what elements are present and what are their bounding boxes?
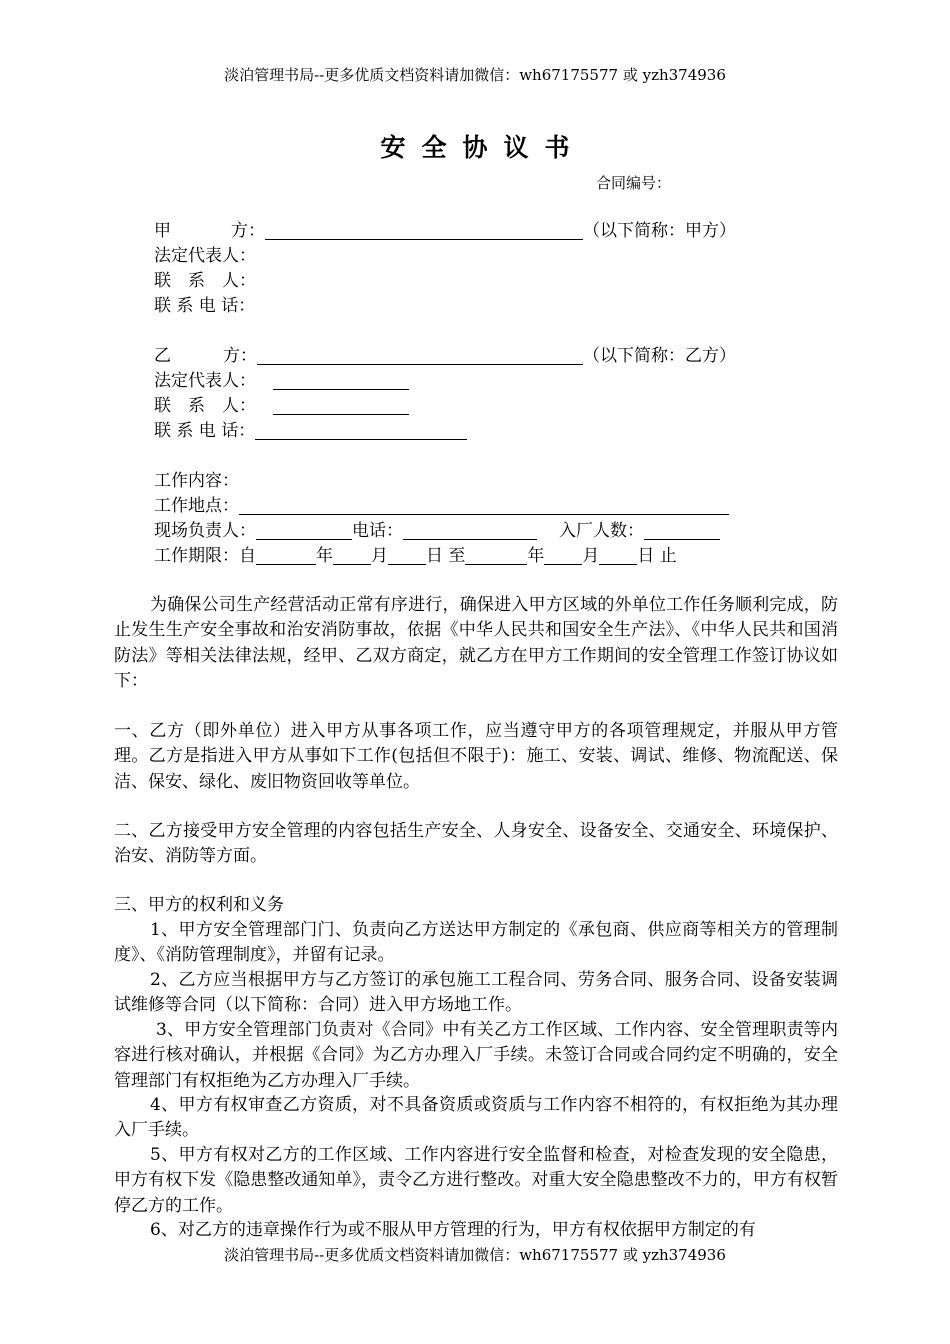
party-b-label-1: 乙 — [154, 346, 171, 366]
item-6: 6、对乙方的违章操作行为或不服从甲方管理的行为，甲方有权依据甲方制定的有 — [150, 1220, 756, 1240]
party-a-note: （以下简称：甲方） — [583, 221, 736, 241]
headcount-field[interactable] — [644, 522, 720, 540]
item-1: 1、甲方安全管理部门门、负责向乙方送达甲方制定的《承包商、供应商等相关方的管理制度》、《消防管理制度》，并留有记录。 — [114, 920, 838, 966]
end-month-field[interactable] — [544, 547, 582, 565]
party-a-phone: 联 系 电 话： — [154, 296, 256, 316]
section-1: 一、乙方（即外单位）进入甲方从事各项工作，应当遵守甲方的各项管理规定，并服从甲方管理。乙方是指进入甲方从事如下工作(包括但不限于)：施工、安装、调试、维修、物流配送、保洁、保安、绿化、废旧物资回收等单位。 — [114, 721, 838, 792]
end-day-field[interactable] — [599, 547, 637, 565]
party-b-name-field[interactable] — [257, 347, 583, 365]
item-4: 4、甲方有权审查乙方资质，对不具备资质或资质与工作内容不相符的，有权拒绝为其办理入厂手续。 — [114, 1095, 838, 1141]
party-b-line — [154, 345, 736, 367]
item-5: 5、甲方有权对乙方的工作区域、工作内容进行安全监督和检查，对检查发现的安全隐患，甲方有权下发《隐患整改通知单》，责令乙方进行整改。对重大安全隐患整改不力的，甲方有权暂停乙方的工作。 — [114, 1145, 838, 1216]
page-footer: 淡泊管理书局--更多优质文档资料请加微信：wh67175577 或 yzh374936 — [224, 1246, 726, 1264]
start-year-unit: 年 — [316, 546, 333, 566]
work-period-line — [154, 545, 677, 567]
page-header: 淡泊管理书局--更多优质文档资料请加微信：wh67175577 或 yzh374936 — [224, 66, 726, 84]
tel-label: 电话： — [352, 521, 403, 541]
site-manager-field[interactable] — [256, 522, 352, 540]
headcount-label: 入厂人数： — [559, 521, 644, 541]
party-b-note: （以下简称：乙方） — [583, 346, 736, 366]
party-b-legal-rep: 法定代表人： — [154, 371, 256, 391]
start-year-field[interactable] — [256, 547, 316, 565]
end-month-unit: 月 — [582, 546, 600, 566]
tel-field[interactable] — [403, 522, 537, 540]
document-title: 安全协议书 — [380, 133, 586, 162]
party-b-label-2: 方： — [223, 346, 257, 366]
end-year-field[interactable] — [465, 547, 527, 565]
party-b-legal-rep-line — [154, 370, 409, 392]
start-day-field[interactable] — [388, 547, 426, 565]
party-b-legal-rep-field[interactable] — [273, 372, 409, 390]
party-b-contact-line — [154, 395, 409, 417]
end-year-unit: 年 — [527, 546, 545, 566]
start-month-field[interactable] — [333, 547, 371, 565]
party-a-legal-rep: 法定代表人： — [154, 246, 256, 266]
work-location-line — [154, 495, 729, 517]
contract-number-label: 合同编号： — [596, 174, 672, 192]
party-a-name-field[interactable] — [265, 222, 583, 240]
period-label: 工作期限：自 — [154, 546, 256, 566]
site-manager-label: 现场负责人： — [154, 521, 256, 541]
day-end-label: 日 止 — [637, 546, 677, 566]
site-manager-line — [154, 520, 720, 542]
item-3: 3、甲方安全管理部门负责对《合同》中有关乙方工作区域、工作内容、安全管理职责等内容进行核对确认，并根据《合同》为乙方办理入厂手续。未签订合同或合同约定不明确的，安全管理部门有权拒绝为乙方办理入厂手续。 — [114, 1020, 838, 1091]
party-a-label-1: 甲 — [154, 221, 171, 241]
work-location-label: 工作地点： — [154, 496, 239, 516]
party-b-phone: 联 系 电 话： — [154, 421, 256, 441]
work-location-field[interactable] — [239, 497, 729, 515]
party-a-label-2: 方： — [231, 221, 265, 241]
party-b-phone-field[interactable] — [255, 422, 467, 440]
party-a-contact: 联 系 人： — [154, 271, 256, 291]
party-b-phone-line — [154, 420, 467, 442]
work-content: 工作内容： — [154, 471, 239, 491]
party-b-contact: 联 系 人： — [154, 396, 256, 416]
party-b-contact-field[interactable] — [273, 397, 409, 415]
section-2: 二、乙方接受甲方安全管理的内容包括生产安全、人身安全、设备安全、交通安全、环境保护、治安、消防等方面。 — [114, 821, 838, 867]
section-3-heading: 三、甲方的权利和义务 — [114, 895, 284, 915]
intro-paragraph: 为确保公司生产经营活动正常有序进行，确保进入甲方区域的外单位工作任务顺利完成，防止发生生产安全事故和治安消防事故，依据《中华人民共和国安全生产法》、《中华人民共和国消防法》等相关法律法规，经甲、乙双方商定，就乙方在甲方工作期间的安全管理工作签订协议如下： — [114, 595, 838, 691]
item-2: 2、乙方应当根据甲方与乙方签订的承包施工工程合同、劳务合同、服务合同、设备安装调试维修等合同（以下简称：合同）进入甲方场地工作。 — [114, 970, 838, 1016]
start-month-unit: 月 — [371, 546, 388, 566]
party-a-line — [154, 220, 736, 242]
day-to-label: 日 至 — [426, 546, 466, 566]
